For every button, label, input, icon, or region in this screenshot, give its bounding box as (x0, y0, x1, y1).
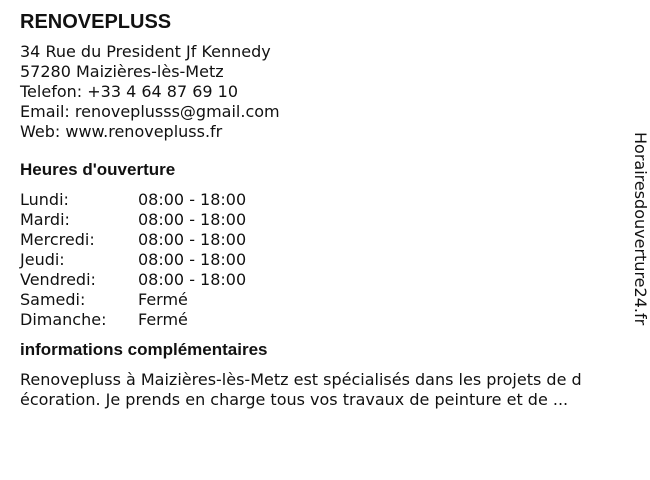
info-line: Renovepluss à Maizières-lès-Metz est spécialisés dans les projets de d (20, 370, 582, 389)
day-hours: Fermé (138, 310, 188, 329)
hours-row (20, 270, 246, 290)
info-line: écoration. Je prends en charge tous vos travaux de peinture et de ... (20, 390, 569, 409)
day-hours: 08:00 - 18:00 (138, 270, 247, 289)
day-hours: 08:00 - 18:00 (138, 210, 247, 229)
day-hours: 08:00 - 18:00 (138, 190, 247, 209)
hours-row (20, 290, 246, 310)
additional-info-text (20, 370, 632, 410)
day-hours: Fermé (138, 290, 188, 309)
day-label: Jeudi: (20, 250, 65, 269)
site-watermark: Horairesdouverture24.fr (631, 132, 650, 326)
hours-row (20, 230, 246, 250)
address-street: 34 Rue du President Jf Kennedy (20, 42, 271, 61)
day-label: Mardi: (20, 210, 70, 229)
hours-row (20, 250, 246, 270)
address-city: 57280 Maizières-lès-Metz (20, 62, 224, 81)
additional-info-heading: informations complémentaires (20, 340, 268, 359)
opening-hours-table (20, 190, 246, 330)
hours-row (20, 310, 246, 330)
hours-row (20, 210, 246, 230)
opening-hours-heading: Heures d'ouverture (20, 160, 176, 179)
email-address: Email: renoveplusss@gmail.com (20, 102, 280, 121)
day-label: Samedi: (20, 290, 86, 309)
day-hours: 08:00 - 18:00 (138, 230, 247, 249)
phone-number: Telefon: +33 4 64 87 69 10 (20, 82, 239, 101)
hours-row (20, 190, 246, 210)
day-label: Lundi: (20, 190, 69, 209)
day-label: Vendredi: (20, 270, 96, 289)
company-name: RENOVEPLUSS (20, 11, 172, 33)
day-label: Dimanche: (20, 310, 107, 329)
day-hours: 08:00 - 18:00 (138, 250, 247, 269)
contact-details (20, 42, 632, 142)
business-card (20, 10, 632, 410)
day-label: Mercredi: (20, 230, 95, 249)
website: Web: www.renovepluss.fr (20, 122, 223, 141)
